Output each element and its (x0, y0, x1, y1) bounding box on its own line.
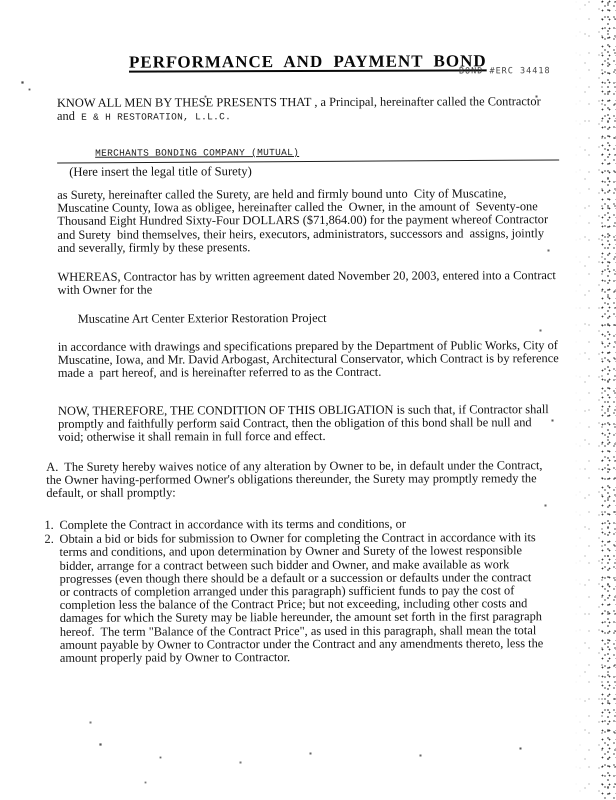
scanner-specks (0, 0, 1, 1)
intro-text: KNOW ALL MEN BY THESE PRESENTS THAT , a Principal, hereinafter called the Contractor and (56, 94, 544, 124)
surety-blank-line (57, 159, 559, 163)
list-item-text: Complete the Contract in accordance with its terms and conditions, or (59, 516, 406, 532)
bond-reference-number: BOND #ERC 34418 (458, 66, 551, 77)
paragraph-surety-bound: as Surety, hereinafter called the Surety, are held and firmly bound unto City of Muscatine, Muscatine County, Iowa as obligee, hereinafter called the Owner, in the amount of Seventy-one Thousand Eight Hundred Sixty-Four DOLLARS ($71,864.00) for the payment whereof Contractor and Surety bind themselves, their heirs, executors, administrators, successors and assigns, jointly and severally, firmly by these presents. (57, 186, 552, 255)
document-title: PERFORMANCE AND PAYMENT BOND (128, 51, 487, 72)
intro-paragraph (57, 95, 559, 124)
surety-typed-name: MERCHANTS BONDING COMPANY (MUTUAL) (95, 147, 300, 159)
surety-caption: (Here insert the legal title of Surety) (69, 164, 252, 179)
paragraph-whereas: WHEREAS, Contractor has by written agreement dated November 20, 2003, entered into a Contract with Owner for the (57, 268, 559, 298)
list-item-text: Obtain a bid or bids for submission to Owner for completing the Contract in accordance with its terms and conditions, and upon determination by Owner and Surety of the lowest responsible bidder, arrange for a contract between such bidder and Owner, and make available as work progresses (even though there should be a default or a succession or defaults under the contract or contracts of completion arranged under this paragraph) sufficient funds to pay the cost of completion less the balance of the Contract Price; but not exceeding, including other costs and damages for which the Surety may be liable hereunder, the amount set forth in the first paragraph hereof. The term "Balance of the Contract Price", as used in this paragraph, shall mean the total amount payable by Owner to Contractor under the Contract and any amendments thereto, less the amount properly paid by Owner to Contractor. (59, 530, 547, 665)
paragraph-clause-a: A. The Surety hereby waives notice of any alteration by Owner to be, in default under the Contract, the Owner having-performed Owner's obligations thereunder, the Surety may promptly remedy the default, or shall promptly: (46, 458, 546, 501)
contractor-name: E & H RESTORATION, L.L.C. (81, 111, 232, 123)
list-item-number: 2. (44, 532, 54, 547)
project-name: Muscatine Art Center Exterior Restoration Project (77, 310, 327, 326)
list-item (44, 531, 560, 665)
remedy-options-list (44, 517, 561, 666)
list-item-number: 1. (44, 517, 54, 532)
scanner-noise-edge (601, 0, 616, 800)
paragraph-condition-of-obligation: NOW, THEREFORE, THE CONDITION OF THIS OBLIGATION is such that, if Contractor shall promptly and faithfully perform said Contract, then the obligation of this bond shall be null and void; otherwise it shall remain in full force and effect. (58, 402, 552, 445)
paragraph-accordance: in accordance with drawings and specifications prepared by the Department of Public Works, City of Muscatine, Iowa, and Mr. David Arbogast, Architectural Conservator, which Contract is by reference made a part hereof, and is hereinafter referred to as the Contract. (57, 338, 562, 381)
